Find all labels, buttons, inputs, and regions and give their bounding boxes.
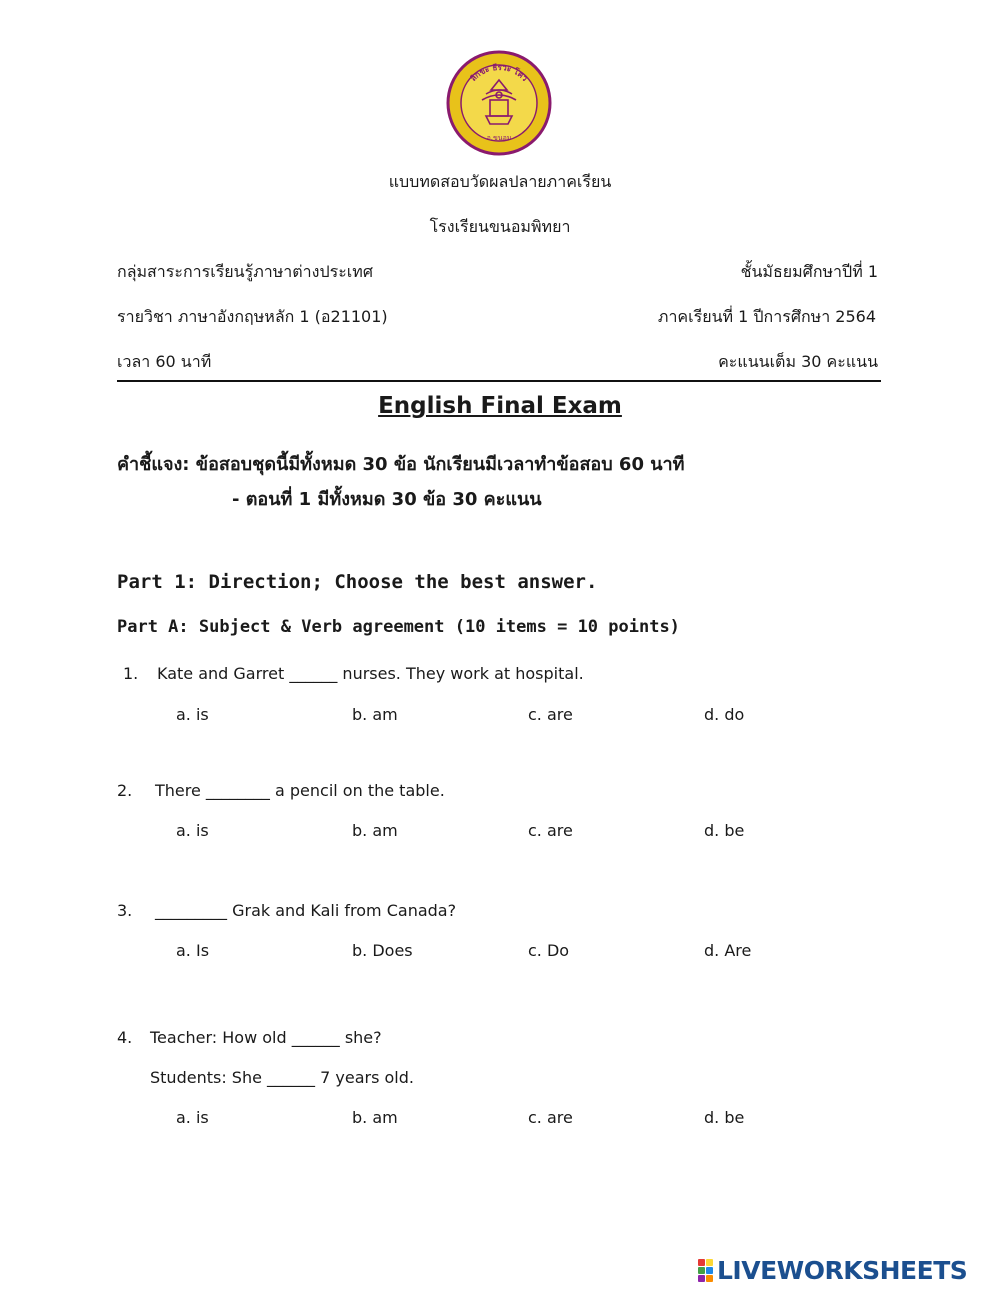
logo-square-2 xyxy=(698,1267,705,1274)
exam-title: English Final Exam xyxy=(378,393,622,419)
liveworksheets-text: LIVEWORKSHEETS xyxy=(717,1255,968,1285)
logo-square-5 xyxy=(706,1275,713,1282)
question-number: 2. xyxy=(117,781,133,800)
option-a[interactable]: a. is xyxy=(176,705,209,724)
logo-square-1 xyxy=(706,1259,713,1266)
instructions-line-2: - ตอนที่ 1 มีทั้งหมด 30 ข้อ 30 คะแนน xyxy=(232,489,542,510)
instructions-line-1: คำชี้แจง: ข้อสอบชุดนี้มีทั้งหมด 30 ข้อ นักเรียนมีเวลาทำข้อสอบ 60 นาที xyxy=(117,454,685,475)
liveworksheets-logo-icon xyxy=(698,1259,713,1282)
header-divider xyxy=(117,380,881,382)
subject-group: กลุ่มสาระการเรียนรู้ภาษาต่างประเทศ xyxy=(117,262,373,281)
option-a[interactable]: a. is xyxy=(176,821,209,840)
option-d[interactable]: d. do xyxy=(704,705,745,724)
grade-level: ชั้นมัธยมศึกษาปีที่ 1 xyxy=(740,262,878,281)
option-b[interactable]: b. am xyxy=(352,1108,398,1127)
school-seal-logo xyxy=(446,50,552,156)
exam-type-title: แบบทดสอบวัดผลปลายภาคเรียน xyxy=(388,172,612,191)
option-d[interactable]: d. be xyxy=(704,1108,745,1127)
question-text: There ________ a pencil on the table. xyxy=(155,781,445,800)
part1-heading: Part 1: Direction; Choose the best answer. xyxy=(117,571,598,593)
seal-bottom-text: อ.ขนอม xyxy=(486,134,512,142)
full-score: คะแนนเต็ม 30 คะแนน xyxy=(718,352,878,371)
course-name: รายวิชา ภาษาอังกฤษหลัก 1 (อ21101) xyxy=(117,307,388,326)
logo-square-0 xyxy=(698,1259,705,1266)
option-d[interactable]: d. be xyxy=(704,821,745,840)
option-b[interactable]: b. Does xyxy=(352,941,413,960)
question-number: 4. xyxy=(117,1028,133,1047)
partA-heading: Part A: Subject & Verb agreement (10 items = 10 points) xyxy=(117,617,680,637)
seal-top-text: ลิกขะ ธีรวะ โคว xyxy=(468,62,530,84)
logo-square-3 xyxy=(706,1267,713,1274)
option-c[interactable]: c. are xyxy=(528,821,573,840)
option-d[interactable]: d. Are xyxy=(704,941,752,960)
option-b[interactable]: b. am xyxy=(352,821,398,840)
question-text: Kate and Garret ______ nurses. They work at hospital. xyxy=(157,664,584,683)
school-name: โรงเรียนขนอมพิทยา xyxy=(429,217,571,236)
exam-time: เวลา 60 นาที xyxy=(117,352,212,371)
option-c[interactable]: c. Do xyxy=(528,941,570,960)
question-number: 1. xyxy=(123,664,139,683)
question-text-continued: Students: She ______ 7 years old. xyxy=(150,1068,414,1087)
logo-square-4 xyxy=(698,1275,705,1282)
option-c[interactable]: c. are xyxy=(528,1108,573,1127)
liveworksheets-watermark xyxy=(698,1256,967,1284)
option-b[interactable]: b. am xyxy=(352,705,398,724)
semester-year: ภาคเรียนที่ 1 ปีการศึกษา 2564 xyxy=(657,307,876,326)
question-text: _________ Grak and Kali from Canada? xyxy=(155,901,457,920)
question-text: Teacher: How old ______ she? xyxy=(150,1028,382,1047)
option-a[interactable]: a. Is xyxy=(176,941,210,960)
question-number: 3. xyxy=(117,901,133,920)
option-a[interactable]: a. is xyxy=(176,1108,209,1127)
option-c[interactable]: c. are xyxy=(528,705,573,724)
